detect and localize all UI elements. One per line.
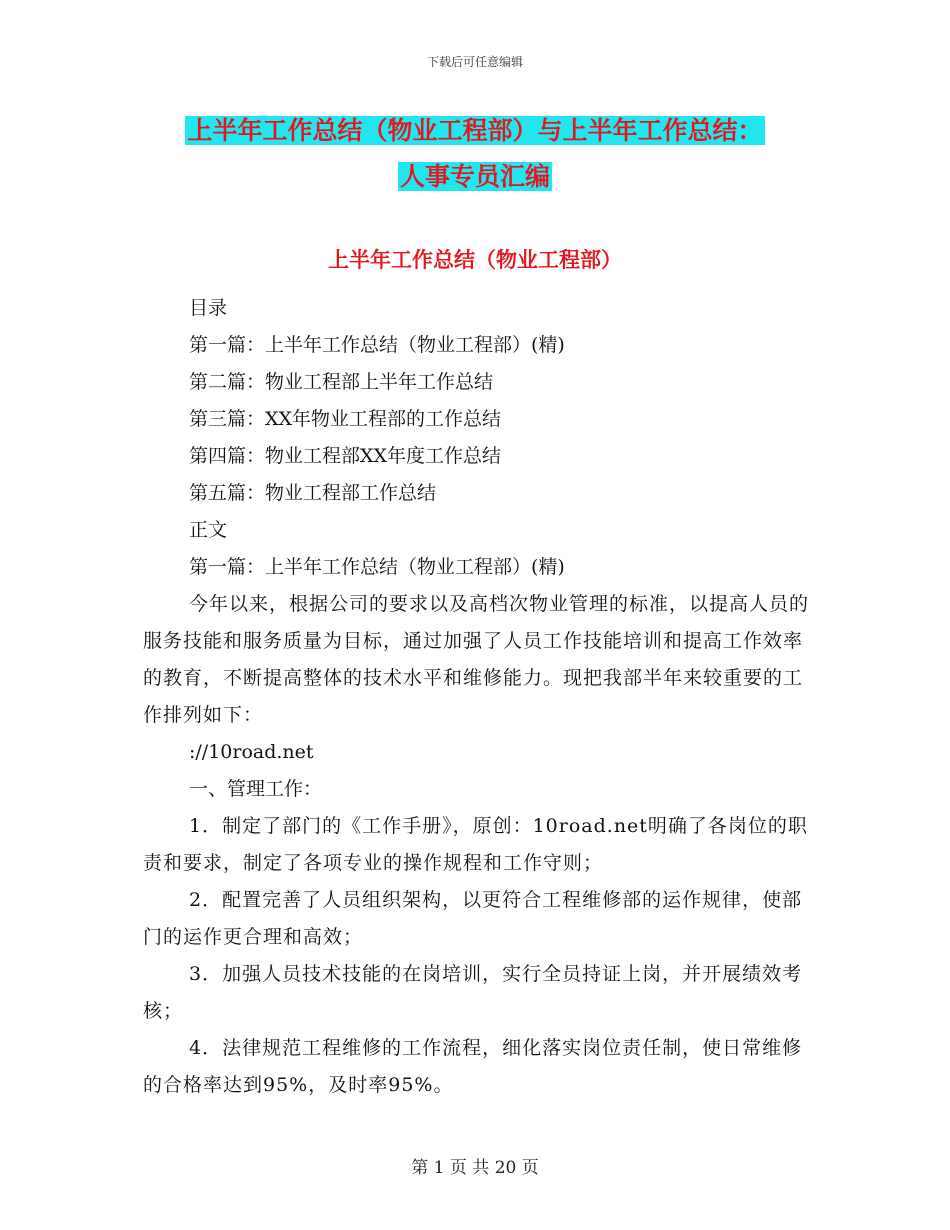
document-title [140, 108, 810, 200]
title-line-2: 人事专员汇编 [399, 162, 550, 191]
title-line-1: 上半年工作总结（物业工程部）与上半年工作总结： [187, 116, 763, 145]
list-item: 1．制定了部门的《工作手册》，原创：10road.net明确了各岗位的职责和要求，制定了各项专业的操作规程和工作守则； [143, 815, 808, 874]
toc-item: 第一篇：上半年工作总结（物业工程部）(精) [189, 334, 565, 356]
intro-paragraph: 今年以来，根据公司的要求以及高档次物业管理的标准，以提高人员的服务技能和服务质量为目标，通过加强了人员工作技能培训和提高工作效率的教育，不断提高整体的技术水平和维修能力。现把我部半年来较重要的工作排列如下： [143, 593, 810, 726]
section-heading: 一、管理工作： [189, 778, 323, 800]
toc-heading: 目录 [189, 297, 228, 319]
list-item: 2．配置完善了人员组织架构，以更符合工程维修部的运作规律，使部门的运作更合理和高效； [143, 889, 803, 948]
body-subheading: 第一篇：上半年工作总结（物业工程部）(精) [189, 556, 565, 578]
body-heading: 正文 [189, 519, 228, 541]
list-item: 3．加强人员技术技能的在岗培训，实行全员持证上岗，并开展绩效考核； [143, 963, 803, 1022]
section-title: 上半年工作总结（物业工程部） [328, 248, 622, 272]
document-body [143, 290, 813, 1104]
toc-item: 第五篇：物业工程部工作总结 [189, 482, 437, 504]
page-footer: 第 1 页 共 20 页 [411, 1158, 539, 1178]
link-text: ://10road.net [189, 741, 314, 763]
header-note: 下载后可任意编辑 [426, 55, 523, 69]
toc-item: 第四篇：物业工程部XX年度工作总结 [189, 445, 502, 467]
list-item: 4．法律规范工程维修的工作流程，细化落实岗位责任制，使日常维修的合格率达到95%，及时率95%。 [143, 1037, 803, 1096]
toc-item: 第三篇：XX年物业工程部的工作总结 [189, 408, 502, 430]
toc-item: 第二篇：物业工程部上半年工作总结 [189, 371, 494, 393]
